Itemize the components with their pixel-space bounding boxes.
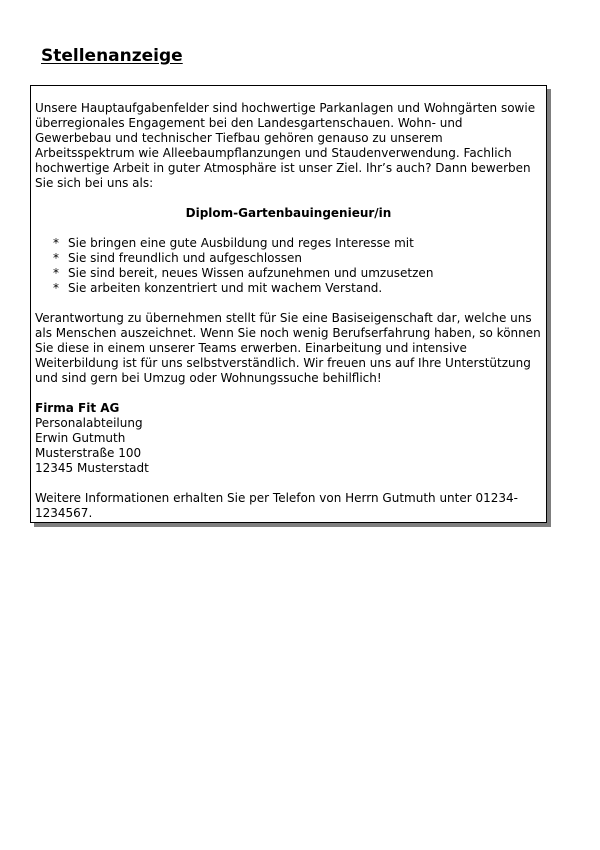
intro-paragraph: Unsere Hauptaufgabenfelder sind hochwertige Parkanlagen und Wohngärten sowie überregionales Engagement bei den Landesgartenschauen. Wohn- und Gewerbebau und technischer Tiefbau gehören genauso zu unserem Arbeitsspektrum wie Alleebaumpflanzungen und Staudenverwendung. Fachlich hochwertige Arbeit in guter Atmosphäre ist unser Ziel. Ihr’s auch? Dann bewerben Sie sich bei uns als: bbox=[35, 101, 536, 190]
position-title: Diplom-Gartenbauingenieur/in bbox=[185, 206, 392, 220]
list-item bbox=[35, 281, 542, 296]
bullet-asterisk: * bbox=[53, 251, 59, 265]
list-item bbox=[35, 236, 542, 251]
footer-info: Weitere Informationen erhalten Sie per Telefon von Herrn Gutmuth unter 01234-1234567. bbox=[35, 491, 518, 520]
list-item bbox=[35, 266, 542, 281]
bullet-asterisk: * bbox=[53, 236, 59, 250]
bullet-asterisk: * bbox=[53, 281, 59, 295]
bullet-asterisk: * bbox=[53, 266, 59, 280]
contact-city: 12345 Musterstadt bbox=[35, 461, 149, 475]
company-name: Firma Fit AG bbox=[35, 401, 120, 415]
contact-block bbox=[35, 401, 542, 476]
requirement-text: Sie sind freundlich und aufgeschlossen bbox=[68, 251, 303, 265]
contact-person: Erwin Gutmuth bbox=[35, 431, 126, 445]
contact-department: Personalabteilung bbox=[35, 416, 143, 430]
closing-paragraph: Verantwortung zu übernehmen stellt für Sie eine Basiseigenschaft dar, welche uns als Menschen auszeichnet. Wenn Sie noch wenig Berufserfahrung haben, so können Sie diese in einem unserer Teams erwerben. Einarbeitung und intensive Weiterbildung ist für uns selbstverständlich. Wir freuen uns auf Ihre Unterstützung und sind gern bei Umzug oder Wohnungssuche behilflich! bbox=[35, 311, 541, 385]
contact-street: Musterstraße 100 bbox=[35, 446, 142, 460]
page-title: Stellenanzeige bbox=[41, 46, 183, 66]
requirement-text: Sie bringen eine gute Ausbildung und reges Interesse mit bbox=[68, 236, 414, 250]
list-item bbox=[35, 251, 542, 266]
requirement-text: Sie arbeiten konzentriert und mit wachem Verstand. bbox=[68, 281, 383, 295]
requirement-text: Sie sind bereit, neues Wissen aufzunehmen und umzusetzen bbox=[68, 266, 434, 280]
job-ad-box bbox=[30, 85, 547, 523]
requirements-list bbox=[35, 236, 542, 296]
